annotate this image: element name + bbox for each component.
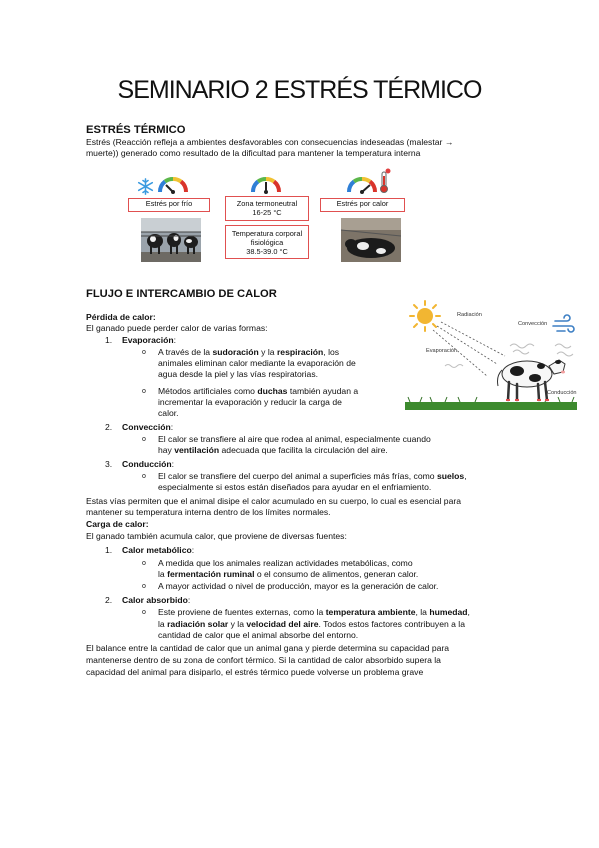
- body-temp-range: 38.5-39.0 °C: [246, 247, 288, 256]
- paragraph-line: calor.: [158, 408, 179, 418]
- body-temp-label: Temperatura corporal: [231, 229, 303, 238]
- list-item-title-text: Evaporación: [122, 335, 174, 345]
- paragraph-line: El balance entre la cantidad de calor que un animal gana y pierde determina su capacidad para: [86, 643, 450, 653]
- text-run-bold: duchas: [257, 386, 288, 396]
- text-run-bold: ventilación: [174, 445, 220, 455]
- gauge-icon: [346, 175, 378, 194]
- text-run-bold: radiación solar: [167, 619, 229, 629]
- label-radiacion: Radiación: [457, 312, 482, 318]
- list-item-title-text: Convección: [122, 422, 171, 432]
- paragraph-line: [158, 569, 418, 580]
- text-run: o el consumo de alimentos, generan calor.: [254, 569, 419, 579]
- cow-in-heat-photo: [341, 218, 401, 262]
- list-item-title: Evaporación:: [122, 335, 176, 345]
- text-run: adecuada que facilita la circulación del aire.: [219, 445, 388, 455]
- list-item-title: Convección:: [122, 422, 174, 432]
- paragraph-line: [158, 607, 470, 618]
- page-title: SEMINARIO 2 ESTRÉS TÉRMICO: [117, 76, 482, 104]
- text-run-bold: sudoración: [212, 347, 259, 357]
- text-run: y la: [228, 619, 247, 629]
- paragraph-line: A medida que los animales realizan actividades metabólicas, como: [158, 558, 413, 568]
- paragraph-line: muerte)) generado como resultado de la dificultad para mantener la temperatura interna: [86, 148, 421, 158]
- text-run: , los: [323, 347, 340, 357]
- list-item-title: Conducción:: [122, 459, 175, 469]
- gauge-icon: [157, 175, 189, 194]
- paragraph-line: [158, 471, 467, 482]
- bullet-icon: o: [142, 473, 146, 480]
- list-item-title: Calor metabólico:: [122, 545, 195, 555]
- subheading-carga: Carga de calor:: [86, 519, 149, 529]
- bullet-icon: o: [142, 583, 146, 590]
- paragraph-line: A mayor actividad o nivel de producción, mayor es la generación de calor.: [158, 581, 439, 591]
- list-number: 1.: [105, 545, 113, 555]
- text-run: ,: [464, 471, 467, 481]
- paragraph-line: mantener su temperatura interna dentro de los límites normales.: [86, 507, 331, 517]
- thermoneutral-range: 16-25 °C: [252, 208, 282, 217]
- paragraph-line: [158, 347, 339, 358]
- cows-in-cold-photo: [141, 218, 201, 262]
- label-evaporacion: Evaporación: [426, 348, 458, 354]
- text-run: , la: [415, 607, 430, 617]
- paragraph-line: [158, 619, 465, 630]
- paragraph-line: incrementar la evaporación y reducir la carga de: [158, 397, 342, 407]
- snowflake-icon: [137, 178, 154, 195]
- paragraph-line: capacidad del animal para disiparlo, el estrés térmico puede volverse un problema grave: [86, 667, 424, 677]
- section-heading-flujo: FLUJO E INTERCAMBIO DE CALOR: [86, 288, 277, 300]
- text-run-bold: suelos: [436, 471, 465, 481]
- section-heading-estres: ESTRÉS TÉRMICO: [86, 124, 186, 136]
- text-run: A través de la: [158, 347, 213, 357]
- paragraph-line: El calor se transfiere al aire que rodea al animal, especialmente cuando: [158, 434, 431, 444]
- wind-icon: [553, 315, 574, 332]
- cold-stress-label: Estrés por frío: [145, 199, 193, 208]
- text-run: ,: [467, 607, 470, 617]
- text-run: la: [158, 569, 168, 579]
- text-run: Este proviene de fuentes externas, como la: [158, 607, 326, 617]
- subheading-perdida: Pérdida de calor:: [86, 312, 156, 322]
- text-run: también ayudan a: [287, 386, 359, 396]
- list-number: 2.: [105, 422, 113, 432]
- text-run-bold: velocidad del aire: [246, 619, 319, 629]
- cold-stress-box: [128, 198, 210, 212]
- text-run-bold: respiración: [276, 347, 324, 357]
- gauge-icon: [250, 175, 282, 194]
- list-item-title-text: Calor metabólico: [122, 545, 192, 555]
- heat-stress-box: [320, 198, 405, 212]
- paragraph-line: Estrés (Reacción refleja a ambientes desfavorables con consecuencias indeseadas (malestar →: [86, 137, 454, 147]
- paragraph-line: El ganado también acumula calor, que proviene de diversas fuentes:: [86, 531, 347, 541]
- text-run: hay: [158, 445, 175, 455]
- text-run-bold: fermentación ruminal: [167, 569, 255, 579]
- list-item-title-text: Conducción: [122, 459, 172, 469]
- heat-exchange-figure: [405, 298, 577, 412]
- paragraph-line: agua desde la piel y las vías respiratorias.: [158, 369, 319, 379]
- paragraph-line: [158, 445, 388, 456]
- bullet-icon: o: [142, 349, 146, 356]
- list-number: 2.: [105, 595, 113, 605]
- thermometer-icon: [378, 168, 392, 194]
- list-number: 1.: [105, 335, 113, 345]
- text-run: Métodos artificiales como: [158, 386, 258, 396]
- paragraph-line: Estas vías permiten que el animal disipe el calor acumulado en su cuerpo, lo cual es esencial para: [86, 496, 461, 506]
- thermoneutral-label: Zona termoneutral: [236, 199, 298, 208]
- text-run: la: [158, 619, 168, 629]
- text-run: y la: [258, 347, 277, 357]
- bullet-icon: o: [142, 560, 146, 567]
- label-conduccion: Conducción: [547, 390, 577, 396]
- thermoneutral-box: [225, 196, 309, 221]
- text-run: El calor se transfiere del cuerpo del animal a superficies más frías, como: [158, 471, 437, 481]
- list-item-title-text: Calor absorbido: [122, 595, 188, 605]
- paragraph-line: cantidad de calor que el animal absorbe del entorno.: [158, 630, 359, 640]
- text-run-bold: temperatura ambiente: [325, 607, 416, 617]
- bullet-icon: o: [142, 436, 146, 443]
- paragraph-line: especialmente si estos están diseñados para ayudar en el enfriamiento.: [158, 482, 432, 492]
- paragraph-line: mantenerse dentro de su zona de confort térmico. Si la cantidad de calor absorbido supera la: [86, 655, 441, 665]
- heat-stress-label: Estrés por calor: [336, 199, 389, 208]
- text-run: . Todos estos factores contribuyen a la: [318, 619, 465, 629]
- bullet-icon: o: [142, 609, 146, 616]
- paragraph-line: El ganado puede perder calor de varias formas:: [86, 323, 268, 333]
- list-item-title: Calor absorbido:: [122, 595, 191, 605]
- paragraph-line: [158, 386, 358, 397]
- body-temp-box: [225, 225, 309, 259]
- text-run-bold: humedad: [429, 607, 468, 617]
- paragraph-line: animales eliminan calor mediante la evaporación de: [158, 358, 356, 368]
- label-conveccion: Convección: [518, 321, 548, 327]
- list-number: 3.: [105, 459, 113, 469]
- body-temp-label: fisiológica: [250, 238, 284, 247]
- bullet-icon: o: [142, 388, 146, 395]
- sun-icon: [410, 301, 440, 331]
